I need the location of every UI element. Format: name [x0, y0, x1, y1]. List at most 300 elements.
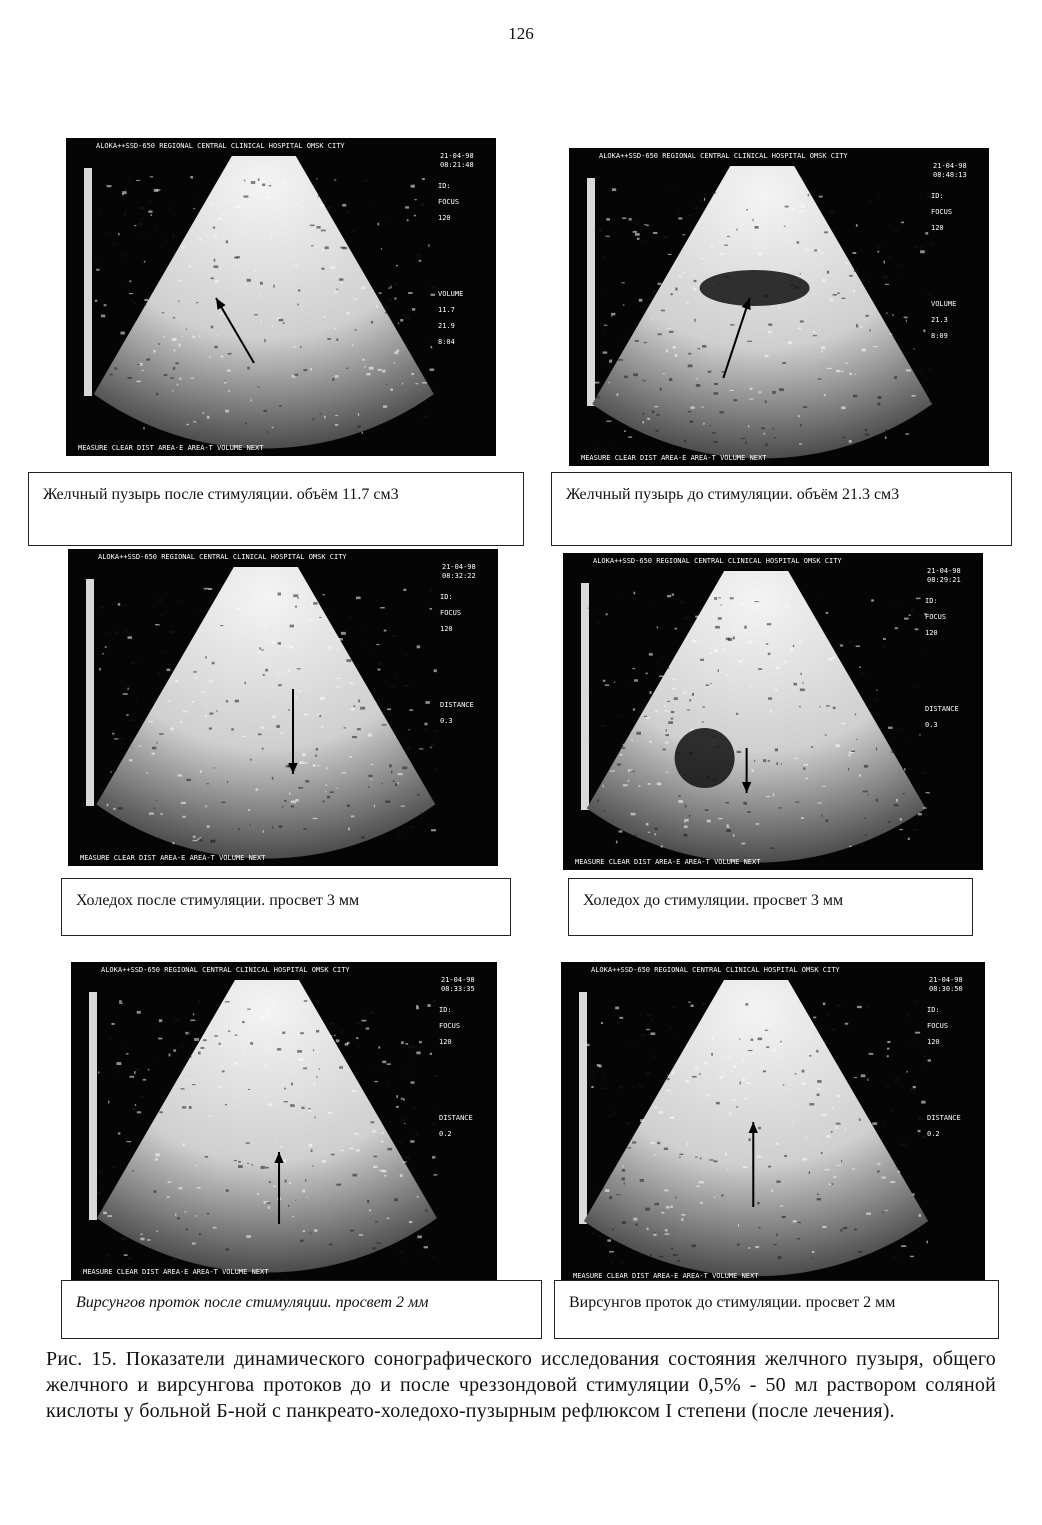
speckle [367, 1200, 369, 1203]
speckle [132, 1170, 134, 1172]
speckle [689, 815, 691, 817]
speckle [809, 1171, 810, 1174]
speckle [152, 753, 155, 755]
speckle [131, 662, 135, 664]
image-caption-text: Холедох до стимуляции. просвет 3 мм [583, 892, 844, 909]
scanner-side-label: 120 [927, 1038, 940, 1046]
speckle [405, 654, 407, 656]
speckle [361, 628, 364, 630]
speckle [864, 765, 868, 768]
speckle [214, 259, 216, 262]
speckle [823, 786, 826, 787]
speckle [817, 1141, 818, 1142]
speckle [258, 387, 260, 388]
speckle [156, 1230, 157, 1232]
speckle [284, 1088, 286, 1090]
speckle [685, 1080, 689, 1082]
speckle [684, 834, 688, 837]
speckle [798, 415, 800, 417]
speckle [826, 819, 829, 821]
speckle [193, 836, 196, 838]
speckle [869, 329, 870, 331]
speckle [137, 1011, 141, 1014]
speckle [364, 1015, 366, 1018]
speckle [633, 373, 638, 376]
speckle [201, 691, 204, 693]
speckle [424, 1246, 428, 1248]
speckle [303, 369, 307, 371]
speckle [434, 768, 437, 770]
speckle [622, 744, 623, 745]
speckle [175, 680, 178, 682]
speckle [863, 260, 865, 261]
speckle [405, 317, 410, 319]
speckle [342, 772, 347, 773]
speckle [834, 1176, 836, 1178]
speckle [793, 645, 794, 647]
speckle [646, 225, 648, 226]
speckle [617, 393, 619, 396]
scanner-side-label: 21.9 [438, 322, 455, 330]
speckle [179, 378, 181, 380]
speckle [775, 748, 778, 751]
speckle [192, 1242, 196, 1244]
scan-time: 08:48:13 [933, 171, 967, 179]
speckle [619, 1086, 624, 1088]
speckle [181, 1088, 185, 1089]
speckle [261, 321, 262, 322]
speckle [325, 791, 326, 792]
speckle [173, 1258, 176, 1261]
speckle [901, 1143, 906, 1146]
speckle [890, 1181, 895, 1183]
speckle [324, 316, 326, 317]
speckle [649, 691, 651, 694]
speckle [878, 245, 881, 247]
speckle [614, 681, 615, 682]
speckle [601, 1022, 603, 1024]
speckle [330, 1023, 335, 1025]
speckle [129, 1076, 134, 1078]
speckle [409, 729, 411, 730]
speckle [129, 293, 133, 294]
speckle [609, 1196, 612, 1199]
speckle [313, 418, 314, 420]
speckle [178, 774, 182, 776]
speckle [856, 224, 858, 227]
speckle [378, 369, 382, 371]
speckle [659, 676, 664, 678]
speckle [265, 669, 268, 672]
speckle [127, 377, 132, 379]
scan-graphic [68, 549, 498, 866]
speckle [98, 1170, 103, 1173]
speckle [121, 1004, 125, 1006]
speckle [783, 1084, 785, 1085]
speckle [904, 317, 908, 319]
speckle [205, 805, 206, 808]
scanner-side-label: ID: [439, 1006, 452, 1014]
speckle [337, 678, 341, 679]
speckle [304, 1000, 308, 1002]
speckle [283, 322, 284, 324]
speckle [289, 792, 290, 794]
speckle [819, 196, 823, 198]
speckle [220, 313, 222, 315]
speckle [329, 1035, 332, 1036]
speckle [802, 1070, 805, 1073]
speckle [695, 616, 699, 618]
speckle [298, 289, 301, 291]
speckle [189, 1106, 192, 1109]
speckle [257, 652, 261, 653]
speckle [845, 262, 847, 264]
speckle [236, 256, 240, 258]
speckle [721, 1195, 724, 1197]
speckle [292, 1216, 294, 1217]
speckle [301, 1107, 304, 1109]
speckle [294, 374, 298, 377]
speckle [397, 837, 401, 838]
speckle [703, 706, 705, 707]
speckle [354, 299, 357, 300]
speckle [649, 741, 651, 743]
speckle [167, 701, 170, 702]
speckle [183, 816, 186, 818]
speckle [860, 326, 861, 328]
speckle [311, 603, 313, 606]
speckle [920, 250, 925, 253]
speckle [398, 323, 399, 324]
speckle [149, 200, 152, 202]
speckle [672, 679, 675, 680]
speckle [368, 787, 370, 788]
speckle [791, 208, 795, 211]
speckle [714, 597, 717, 600]
speckle [173, 317, 175, 318]
speckle [214, 346, 217, 349]
speckle [718, 818, 723, 819]
speckle [646, 717, 650, 719]
speckle [918, 1117, 923, 1120]
speckle [172, 390, 174, 391]
speckle [318, 195, 319, 197]
speckle [827, 368, 832, 369]
speckle [400, 1174, 403, 1177]
speckle [214, 767, 215, 768]
speckle [635, 1223, 637, 1225]
speckle [925, 813, 928, 816]
speckle [923, 807, 927, 808]
speckle [677, 1260, 680, 1262]
speckle [114, 738, 118, 739]
speckle [198, 1000, 200, 1003]
speckle [431, 1123, 435, 1124]
speckle [725, 1153, 727, 1156]
speckle [128, 636, 132, 639]
speckle [405, 1156, 410, 1158]
speckle [154, 808, 155, 809]
speckle [925, 1231, 926, 1233]
scanner-side-label: VOLUME [931, 300, 957, 308]
speckle [103, 1212, 107, 1214]
speckle [758, 253, 762, 255]
speckle [675, 288, 677, 291]
speckle [209, 680, 213, 681]
speckle [679, 1156, 680, 1158]
speckle [617, 764, 621, 766]
speckle [709, 1159, 714, 1160]
speckle [658, 333, 662, 335]
speckle [647, 1014, 652, 1015]
speckle [867, 274, 870, 275]
speckle [667, 1078, 670, 1080]
speckle [417, 1235, 422, 1238]
speckle [416, 261, 420, 263]
speckle [788, 341, 792, 344]
speckle [729, 390, 733, 391]
speckle [417, 794, 420, 795]
speckle [248, 809, 250, 811]
speckle [915, 1032, 920, 1034]
speckle [751, 1039, 754, 1041]
speckle [768, 760, 770, 762]
speckle [773, 793, 774, 796]
speckle [193, 1013, 194, 1015]
speckle [316, 178, 317, 179]
speckle [316, 748, 318, 750]
speckle [352, 1090, 357, 1092]
speckle [872, 1122, 877, 1125]
speckle [639, 1086, 643, 1088]
speckle [180, 1045, 183, 1047]
ultrasound-image [563, 553, 983, 870]
speckle [402, 1072, 403, 1073]
speckle [718, 669, 719, 672]
speckle [716, 1102, 720, 1104]
scanner-side-label: 120 [931, 224, 944, 232]
ultrasound-image [71, 962, 497, 1280]
speckle [588, 608, 591, 609]
speckle [207, 825, 210, 828]
speckle [761, 427, 764, 429]
speckle [711, 1053, 713, 1056]
speckle [743, 802, 747, 805]
speckle [374, 1156, 377, 1158]
speckle [720, 254, 725, 255]
speckle [791, 594, 792, 596]
speckle [112, 733, 114, 735]
speckle [144, 304, 146, 305]
speckle [856, 739, 857, 740]
speckle [667, 1075, 668, 1076]
speckle [226, 240, 228, 243]
speckle [380, 1170, 385, 1172]
speckle [198, 1052, 201, 1055]
speckle [668, 721, 673, 724]
speckle [298, 690, 300, 691]
speckle [823, 266, 824, 267]
speckle [105, 632, 108, 634]
speckle [838, 643, 841, 644]
speckle [654, 833, 656, 835]
speckle [228, 353, 232, 355]
speckle [866, 1004, 868, 1007]
speckle [381, 1141, 384, 1143]
speckle [404, 1123, 405, 1124]
speckle [692, 1076, 697, 1078]
speckle [627, 679, 628, 681]
speckle [664, 1148, 668, 1150]
speckle [673, 346, 676, 349]
speckle [152, 1062, 153, 1064]
speckle [273, 1024, 274, 1025]
speckle [427, 1004, 430, 1007]
speckle [297, 1050, 302, 1053]
speckle [412, 1045, 414, 1048]
speckle [341, 632, 346, 635]
speckle [599, 610, 601, 613]
speckle [361, 836, 364, 838]
speckle [150, 214, 152, 216]
speckle [912, 686, 916, 687]
speckle [687, 709, 690, 710]
speckle [891, 1109, 894, 1112]
speckle [856, 645, 860, 647]
speckle [154, 1190, 157, 1193]
speckle [885, 436, 887, 439]
speckle [401, 1098, 403, 1100]
speckle [260, 1017, 265, 1019]
speckle [840, 645, 843, 647]
speckle [331, 1154, 335, 1155]
speckle [617, 1021, 620, 1024]
ultrasound-sector [97, 980, 437, 1273]
speckle [885, 1210, 889, 1211]
speckle [756, 604, 757, 606]
image-caption [28, 472, 524, 546]
speckle [414, 199, 416, 200]
speckle [223, 199, 226, 200]
speckle [155, 624, 160, 625]
speckle [692, 640, 697, 643]
speckle [134, 225, 136, 226]
speckle [278, 684, 282, 686]
speckle [797, 1222, 801, 1223]
speckle [714, 383, 718, 385]
speckle [849, 275, 853, 277]
speckle [756, 338, 757, 339]
speckle [434, 1174, 438, 1175]
speckle [433, 180, 434, 181]
speckle [891, 750, 894, 753]
speckle [433, 731, 438, 732]
speckle [708, 371, 712, 373]
speckle [630, 771, 635, 772]
speckle [399, 1141, 402, 1143]
speckle [280, 733, 282, 734]
scan-graphic [569, 148, 989, 466]
speckle [666, 771, 667, 773]
speckle [159, 1111, 163, 1113]
speckle [357, 1022, 360, 1024]
speckle [186, 1079, 189, 1080]
speckle [885, 284, 889, 285]
speckle [683, 272, 685, 273]
speckle [329, 647, 332, 649]
speckle [159, 1019, 162, 1022]
speckle [863, 791, 868, 793]
speckle [143, 239, 146, 241]
speckle [336, 686, 340, 687]
speckle [657, 783, 662, 785]
speckle [795, 1073, 797, 1074]
speckle [303, 1230, 305, 1232]
speckle [817, 802, 821, 803]
speckle [635, 340, 639, 342]
speckle [861, 673, 865, 674]
speckle [173, 1049, 176, 1051]
speckle [203, 412, 205, 414]
speckle [595, 382, 600, 384]
speckle [178, 301, 179, 302]
speckle [615, 1007, 619, 1010]
speckle [252, 1164, 253, 1166]
speckle [189, 1056, 192, 1057]
scanner-side-label: 21.3 [931, 316, 948, 324]
speckle [357, 728, 361, 730]
speckle [913, 246, 917, 247]
speckle [103, 1173, 104, 1175]
speckle [680, 600, 684, 603]
speckle [768, 1166, 771, 1168]
speckle [226, 700, 228, 702]
speckle [296, 696, 297, 699]
speckle [730, 229, 733, 230]
speckle [394, 1198, 398, 1201]
speckle [758, 1127, 761, 1130]
speckle [665, 734, 669, 736]
scanner-menu-text: MEASURE CLEAR DIST AREA-E AREA-T VOLUME NEXT [573, 1272, 759, 1280]
speckle [823, 1003, 825, 1006]
speckle [604, 329, 605, 331]
speckle [381, 248, 382, 250]
speckle [110, 771, 111, 773]
speckle [377, 1242, 382, 1243]
speckle [801, 673, 802, 675]
speckle [186, 1228, 188, 1230]
speckle [666, 350, 668, 353]
speckle [805, 778, 808, 779]
speckle [681, 1214, 685, 1216]
speckle [258, 624, 260, 626]
speckle [714, 1197, 715, 1199]
speckle [346, 210, 348, 213]
speckle [314, 1083, 315, 1086]
image-caption-text: Вирсунгов проток после стимуляции. просвет 2 мм [76, 1294, 429, 1311]
speckle [919, 1214, 922, 1217]
speckle [859, 666, 861, 668]
speckle [326, 767, 327, 770]
speckle [375, 1221, 378, 1222]
speckle [120, 332, 124, 335]
speckle [674, 697, 678, 700]
scan-graphic [66, 138, 496, 456]
speckle [199, 1233, 201, 1235]
speckle [110, 374, 113, 375]
speckle [904, 768, 905, 771]
speckle [385, 800, 390, 803]
